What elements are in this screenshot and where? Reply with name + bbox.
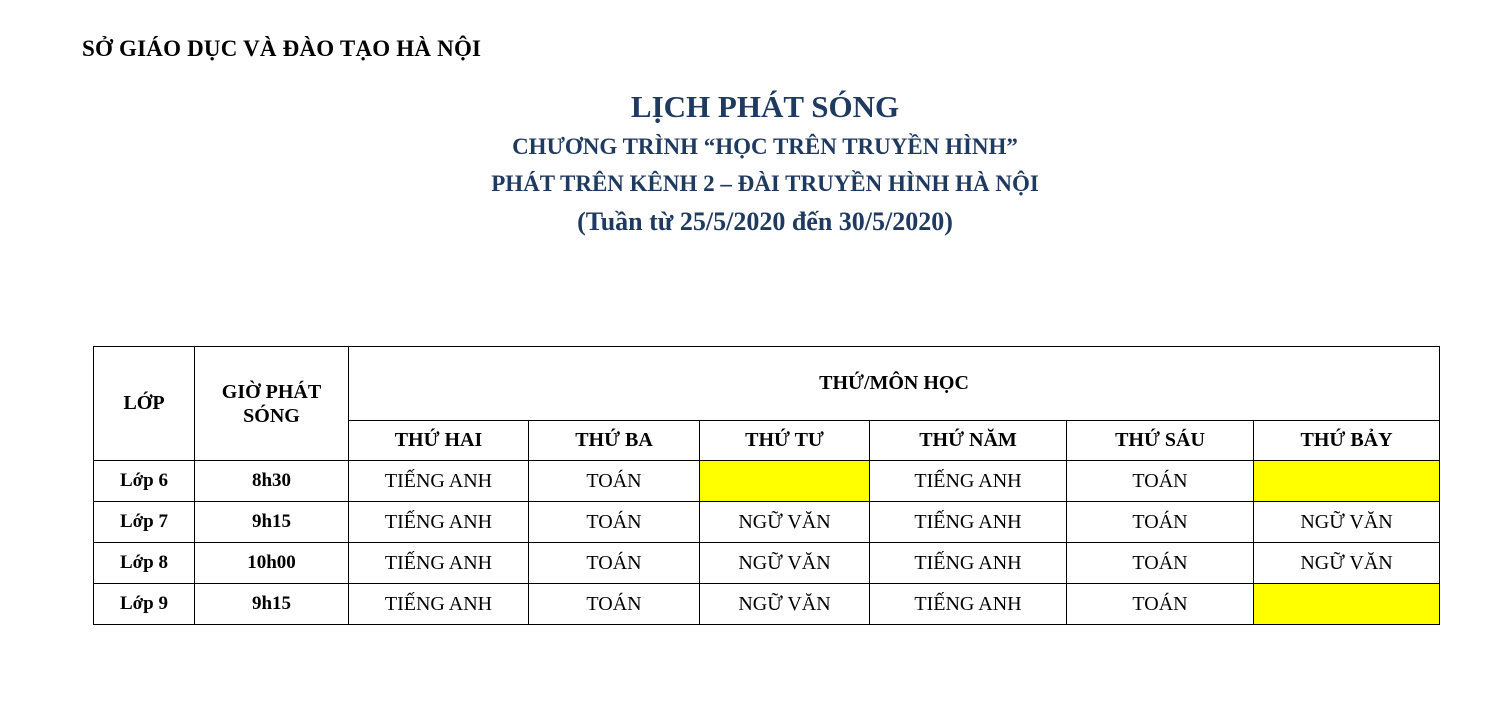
table-row (94, 584, 1440, 625)
subject-cell: NGỮ VĂN (1254, 543, 1440, 584)
header-day: THỨ BẢY (1254, 421, 1440, 461)
header-day: THỨ TƯ (700, 421, 870, 461)
class-cell: Lớp 8 (94, 543, 195, 584)
header-day: THỨ BA (529, 421, 700, 461)
subject-cell: TOÁN (1067, 584, 1254, 625)
document-headings (0, 86, 1500, 242)
subject-cell-empty (1254, 584, 1440, 625)
subject-cell-empty (1254, 461, 1440, 502)
broadcast-schedule-table (93, 346, 1440, 625)
subject-cell: TIẾNG ANH (870, 502, 1067, 543)
table-row (94, 502, 1440, 543)
header-time-label: GIỜ PHÁT SÓNG (221, 380, 322, 427)
table-row (94, 543, 1440, 584)
subject-cell: TOÁN (529, 543, 700, 584)
time-cell: 9h15 (195, 584, 349, 625)
header-days-group: THỨ/MÔN HỌC (349, 347, 1440, 421)
organization-name: SỞ GIÁO DỤC VÀ ĐÀO TẠO HÀ NỘI (82, 36, 482, 61)
header-time (195, 347, 349, 461)
class-cell: Lớp 6 (94, 461, 195, 502)
subject-cell: TIẾNG ANH (870, 543, 1067, 584)
subject-cell: TOÁN (1067, 502, 1254, 543)
subject-cell: TIẾNG ANH (349, 502, 529, 543)
subject-cell: NGỮ VĂN (700, 502, 870, 543)
class-cell: Lớp 7 (94, 502, 195, 543)
subject-cell: TOÁN (1067, 543, 1254, 584)
header-day: THỨ SÁU (1067, 421, 1254, 461)
subject-cell: TOÁN (529, 584, 700, 625)
subject-cell: TIẾNG ANH (349, 461, 529, 502)
time-cell: 10h00 (195, 543, 349, 584)
time-cell: 8h30 (195, 461, 349, 502)
header-day: THỨ HAI (349, 421, 529, 461)
time-cell: 9h15 (195, 502, 349, 543)
subject-cell: NGỮ VĂN (700, 543, 870, 584)
subject-cell: NGỮ VĂN (1254, 502, 1440, 543)
document-title: LỊCH PHÁT SÓNG (630, 89, 900, 124)
subject-cell: TIẾNG ANH (349, 543, 529, 584)
program-name: CHƯƠNG TRÌNH “HỌC TRÊN TRUYỀN HÌNH” (512, 134, 1018, 159)
subject-cell: TIẾNG ANH (870, 461, 1067, 502)
subject-cell: TOÁN (529, 502, 700, 543)
header-class: LỚP (94, 347, 195, 461)
subject-cell: TIẾNG ANH (870, 584, 1067, 625)
subject-cell: NGỮ VĂN (700, 584, 870, 625)
subject-cell: TIẾNG ANH (349, 584, 529, 625)
subject-cell: TOÁN (529, 461, 700, 502)
subject-cell: TOÁN (1067, 461, 1254, 502)
class-cell: Lớp 9 (94, 584, 195, 625)
channel-name: PHÁT TRÊN KÊNH 2 – ĐÀI TRUYỀN HÌNH HÀ NỘI (491, 171, 1039, 196)
week-range: (Tuần từ 25/5/2020 đến 30/5/2020) (577, 207, 953, 236)
table-row (94, 461, 1440, 502)
header-day: THỨ NĂM (870, 421, 1067, 461)
subject-cell-empty (700, 461, 870, 502)
